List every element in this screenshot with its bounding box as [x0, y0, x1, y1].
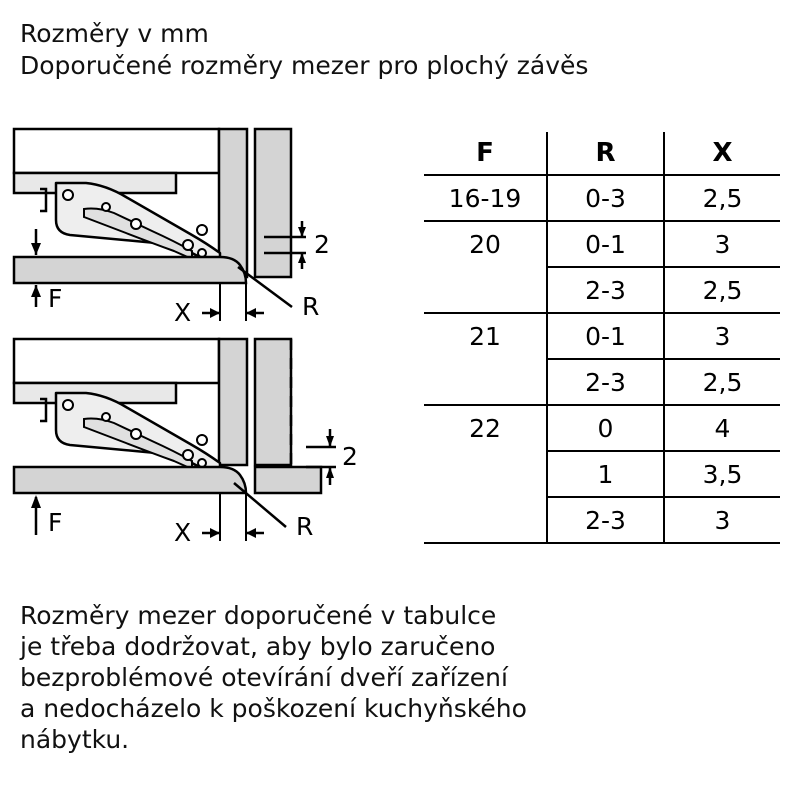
cell-x: 3	[664, 497, 780, 543]
table-header-f: F	[424, 132, 547, 175]
cell-x: 3	[664, 221, 780, 267]
table-row	[424, 359, 780, 405]
cell-x: 3	[664, 313, 780, 359]
dim-label-f-bottom: F	[48, 508, 63, 537]
footer-line-5: nábytku.	[20, 725, 130, 754]
cell-f	[424, 267, 547, 313]
table-row	[424, 405, 780, 451]
cell-r: 0-1	[547, 221, 664, 267]
flat-hinge-gap-diagram-top	[6, 125, 386, 330]
cell-f: 22	[469, 414, 501, 443]
dim-label-x-top: X	[174, 298, 192, 327]
table-row	[424, 175, 780, 221]
table-header-row	[424, 132, 780, 175]
table-row	[424, 313, 780, 359]
cell-x: 3,5	[664, 451, 780, 497]
cell-f: 20	[469, 230, 501, 259]
dimensions-table	[424, 132, 776, 544]
heading-line-2: Doporučené rozměry mezer pro plochý závěs	[20, 51, 589, 80]
dim-label-r-top: R	[302, 292, 320, 321]
page-heading	[20, 18, 790, 82]
table-header-r: R	[547, 132, 664, 175]
dim-label-r-bottom: R	[296, 512, 314, 541]
cell-x: 2,5	[664, 175, 780, 221]
heading-line-1: Rozměry v mm	[20, 19, 209, 48]
footer-line-4: a nedocházelo k poškození kuchyňského	[20, 694, 527, 723]
footer-line-3: bezproblémové otevírání dveří zařízení	[20, 663, 508, 692]
table-row	[424, 451, 780, 497]
dim-label-2-bottom: 2	[342, 442, 358, 471]
cell-r: 2-3	[547, 497, 664, 543]
flat-hinge-gap-diagram-bottom	[6, 335, 386, 560]
table-row	[424, 497, 780, 543]
dim-label-f-top: F	[48, 284, 63, 313]
cell-r: 0	[547, 405, 664, 451]
dim-label-x-bottom: X	[174, 518, 192, 547]
cell-r: 1	[547, 451, 664, 497]
footer-note	[20, 600, 780, 755]
cell-r: 2-3	[547, 267, 664, 313]
table-row	[424, 267, 780, 313]
cell-r: 2-3	[547, 359, 664, 405]
table-header-x: X	[664, 132, 780, 175]
footer-line-2: je třeba dodržovat, aby bylo zaručeno	[20, 632, 496, 661]
cell-f	[424, 451, 547, 497]
cell-x: 2,5	[664, 267, 780, 313]
cell-f	[424, 497, 547, 543]
cell-r: 0-1	[547, 313, 664, 359]
cell-x: 4	[664, 405, 780, 451]
cell-r: 0-3	[547, 175, 664, 221]
footer-line-1: Rozměry mezer doporučené v tabulce	[20, 601, 497, 630]
cell-f	[424, 359, 547, 405]
cell-f: 21	[469, 322, 501, 351]
table-row	[424, 221, 780, 267]
cell-x: 2,5	[664, 359, 780, 405]
dim-label-2-top: 2	[314, 230, 330, 259]
cell-f: 16-19	[424, 175, 547, 221]
